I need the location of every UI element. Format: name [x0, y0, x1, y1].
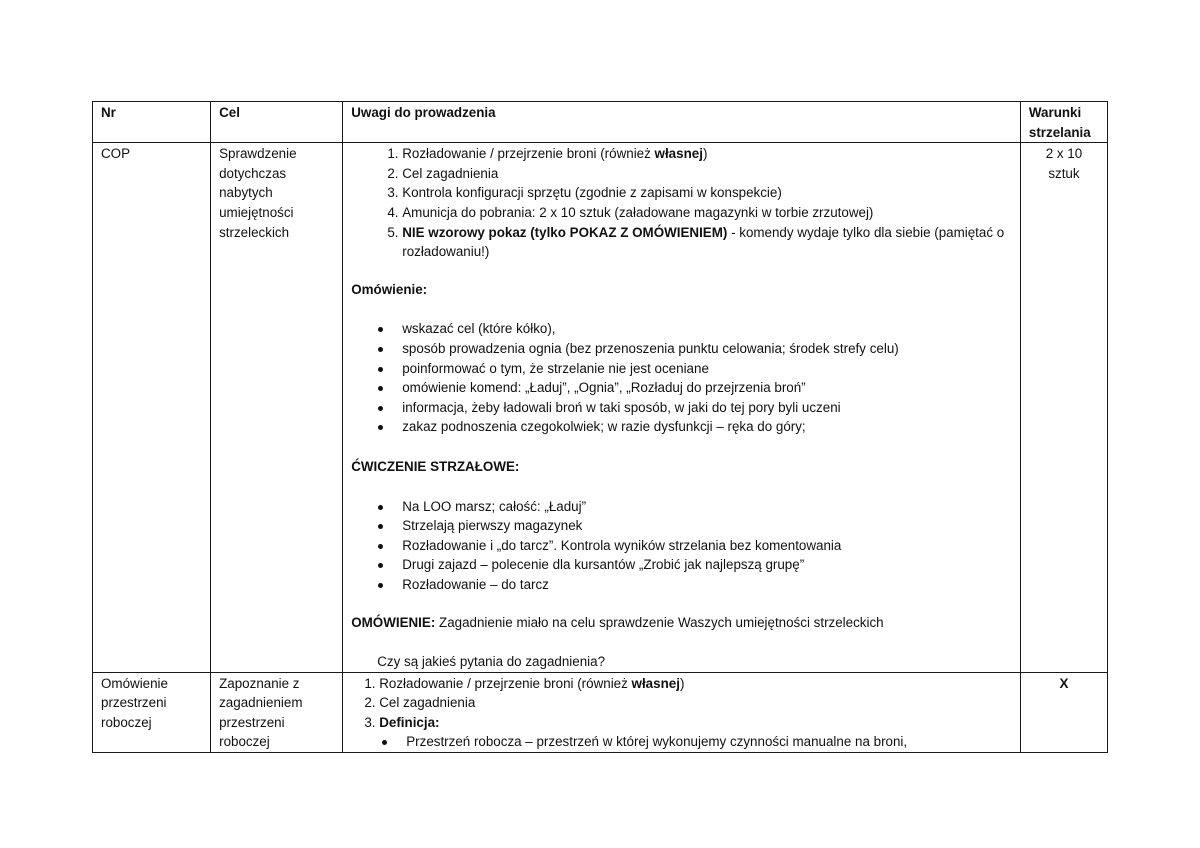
- numbered-item-pre: Cel zagadnienia: [379, 695, 476, 711]
- row2-numbered-list: [351, 674, 1012, 733]
- header-cel: Cel: [211, 102, 343, 143]
- numbered-item-post: ): [702, 146, 708, 162]
- list-item: Strzelają pierwszy magazynek: [402, 516, 1012, 536]
- row1-uwagi: [343, 143, 1021, 672]
- numbered-item-bold: Definicja:: [379, 714, 440, 730]
- numbered-item-pre: Rozładowanie / przejrzenie broni (również: [379, 675, 632, 691]
- list-item: wskazać cel (które kółko),: [402, 319, 1012, 339]
- numbered-item-pre: Cel zagadnienia: [402, 165, 499, 181]
- row2-cel: Zapoznanie z zagadnieniem przestrzeni roboczej: [211, 672, 343, 752]
- question-text: Czy są jakieś pytania do zagadnienia?: [377, 654, 606, 670]
- omowienie-title: Omówienie:: [351, 281, 428, 297]
- list-item: Rozładowanie i „do tarcz”. Kontrola wyników strzelania bez komentowania: [402, 536, 1012, 556]
- numbered-item-post: ): [679, 675, 685, 691]
- list-item: Na LOO marsz; całość: „Ładuj”: [402, 497, 1012, 517]
- numbered-item-bold: własnej: [654, 146, 703, 162]
- list-item: zakaz podnoszenia czegokolwiek; w razie dysfunkcji – ręka do góry;: [402, 417, 1012, 437]
- row1-numbered-list: [351, 144, 1012, 262]
- list-item: omówienie komend: „Ładuj”, „Ognia”, „Rozładuj do przejrzenia broń”: [402, 378, 1012, 398]
- training-table: [92, 101, 1108, 753]
- omowienie2-title: OMÓWIENIE:: [351, 615, 436, 631]
- numbered-item-pre: Rozładowanie / przejrzenie broni (również: [402, 146, 655, 162]
- numbered-item-post: - komendy wydaje tylko dla siebie (pamiętać o rozładowaniu!): [402, 224, 1005, 260]
- list-item: sposób prowadzenia ognia (bez przenoszenia punktu celowania; środek strefy celu): [402, 339, 1012, 359]
- cwiczenie-list: [351, 497, 1012, 595]
- list-item: Drugi zajazd – polecenie dla kursantów „Zrobić jak najlepszą grupę”: [402, 555, 1012, 575]
- numbered-item: [402, 144, 1012, 164]
- table-header-row: [93, 102, 1108, 143]
- header-nr: Nr: [93, 102, 211, 143]
- row1-warunki: 2 x 10 sztuk: [1020, 143, 1107, 672]
- omowienie-list: [351, 319, 1012, 437]
- list-item: poinformować o tym, że strzelanie nie jest oceniane: [402, 359, 1012, 379]
- list-item: Rozładowanie – do tarcz: [402, 575, 1012, 595]
- numbered-item: [379, 713, 1012, 733]
- header-warunki: Warunki strzelania: [1020, 102, 1107, 143]
- definition-item: Przestrzeń robocza – przestrzeń w której wykonujemy czynności manualne na broni,: [406, 732, 1012, 752]
- numbered-item: [379, 674, 1012, 694]
- numbered-item: [402, 183, 1012, 203]
- list-item: informacja, żeby ładowali broń w taki sposób, w jaki do tej pory byli uczeni: [402, 398, 1012, 418]
- numbered-item: [379, 693, 1012, 713]
- numbered-item: [402, 223, 1012, 262]
- omowienie2-paragraph: [351, 613, 1012, 633]
- header-uwagi: Uwagi do prowadzenia: [343, 102, 1021, 143]
- cwiczenie-title: ĆWICZENIE STRZAŁOWE:: [351, 458, 520, 474]
- row1-cel: Sprawdzenie dotychczas nabytych umiejętności strzeleckich: [211, 143, 343, 672]
- row1-nr: COP: [93, 143, 211, 672]
- numbered-item: [402, 203, 1012, 223]
- row2-warunki: X: [1020, 672, 1107, 752]
- row2-nr: Omówienie przestrzeni roboczej: [93, 672, 211, 752]
- numbered-item-pre: Kontrola konfiguracji sprzętu (zgodnie z zapisami w konspekcie): [402, 185, 782, 201]
- row2-uwagi: [343, 672, 1021, 752]
- numbered-item: [402, 164, 1012, 184]
- numbered-item-bold: własnej: [631, 675, 680, 691]
- numbered-item-bold: NIE wzorowy pokaz (tylko POKAZ Z OMÓWIENIEM): [402, 224, 728, 240]
- table-row: [93, 672, 1108, 752]
- omowienie2-text: Zagadnienie miało na celu sprawdzenie Waszych umiejętności strzeleckich: [435, 615, 884, 631]
- numbered-item-pre: Amunicja do pobrania: 2 x 10 sztuk (załadowane magazynki w torbie zrzutowej): [402, 204, 874, 220]
- table-row: [93, 143, 1108, 672]
- definition-list: [351, 732, 1012, 752]
